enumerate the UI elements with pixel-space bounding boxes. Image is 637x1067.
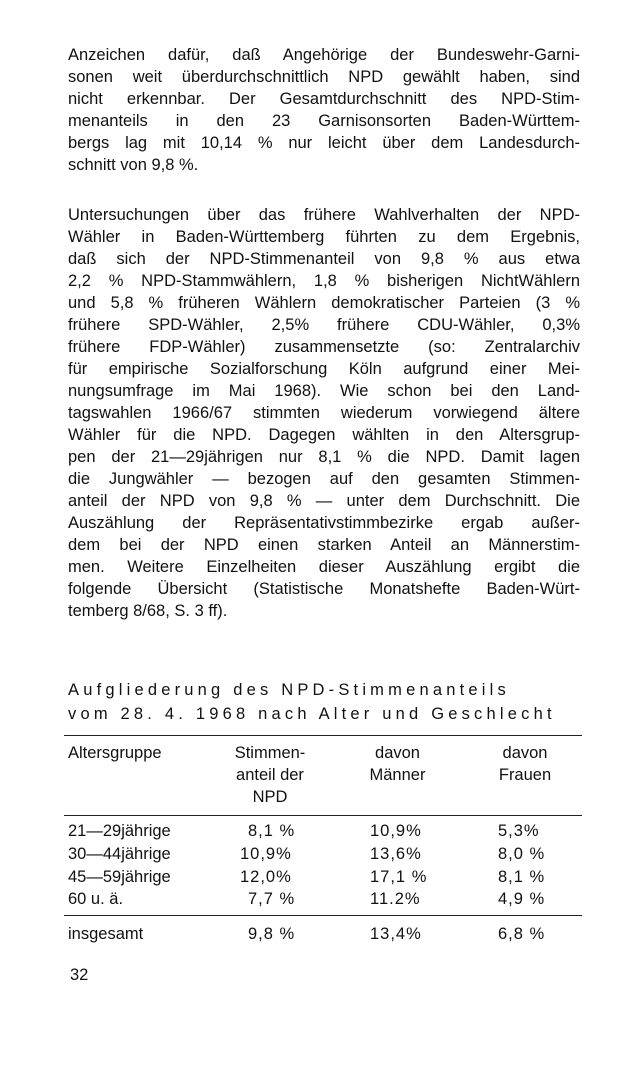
- text-line: temberg 8/68, S. 3 ff).: [68, 602, 228, 620]
- table-cell-share: 7,7 %: [248, 890, 296, 908]
- text-line: menanteils in den 23 Garnisonsorten Baden-Württem-: [68, 112, 580, 130]
- table-cell-women: 8,1 %: [498, 868, 546, 886]
- text-line: folgende Übersicht (Statistische Monatshefte Baden-Würt-: [68, 580, 580, 598]
- text-line: nungsumfrage im Mai 1968). Wie schon bei den Land-: [68, 382, 580, 400]
- text-line: men. Weitere Einzelheiten dieser Auszählung ergibt die: [68, 558, 580, 576]
- header-maenner: [345, 742, 450, 786]
- table-cell-group: 30—44jährige: [68, 845, 171, 863]
- header-line: Stimmen-: [234, 744, 306, 762]
- table-cell-women: 8,0 %: [498, 845, 546, 863]
- table-cell-men: 17,1 %: [370, 868, 428, 886]
- table-title-line-1: Aufgliederung des NPD-Stimmenanteils: [68, 681, 510, 699]
- table-cell-women: 5,3%: [498, 822, 540, 840]
- page-number: 32: [70, 966, 89, 984]
- header-stimmenanteil: [215, 742, 325, 808]
- table-cell-men: 11.2%: [370, 890, 421, 908]
- table-cell-group: 60 u. ä.: [68, 890, 124, 908]
- text-line: pen der 21—29jährigen nur 8,1 % die NPD. Damit lagen: [68, 448, 580, 466]
- table-cell-group: 45—59jährige: [68, 868, 171, 886]
- table-total-rule: [64, 915, 582, 916]
- header-line: Frauen: [498, 766, 552, 784]
- table-cell-women: 4,9 %: [498, 890, 546, 908]
- text-line: sonen weit überdurchschnittlich NPD gewählt haben, sind: [68, 68, 580, 86]
- text-line: frühere FDP-Wähler) zusammensetzte (so: Zentralarchiv: [68, 338, 580, 356]
- text-line: die Jungwähler — bezogen auf den gesamten Stimmen-: [68, 470, 580, 488]
- table-cell-share: 10,9%: [240, 845, 292, 863]
- header-line: anteil der: [236, 766, 304, 784]
- header-line: NPD: [252, 788, 288, 806]
- text-line: Anzeichen dafür, daß Angehörige der Bundeswehr-Garni-: [68, 46, 580, 64]
- header-line: davon: [375, 744, 420, 762]
- text-line: Wähler für die NPD. Dagegen wählten in den Altersgrup-: [68, 426, 580, 444]
- text-line: frühere SPD-Wähler, 2,5% frühere CDU-Wähler, 0,3%: [68, 316, 580, 334]
- text-line: nicht erkennbar. Der Gesamtdurchschnitt des NPD-Stim-: [68, 90, 580, 108]
- table-cell-total-share: 9,8 %: [248, 925, 296, 943]
- paragraph-garrison-votes: [68, 44, 580, 176]
- table-cell-group: 21—29jährige: [68, 822, 171, 840]
- paragraph-voter-analysis: [68, 204, 580, 622]
- header-frauen: [475, 742, 575, 786]
- text-line: Auszählung der Repräsentativstimmbezirke ergab außer-: [68, 514, 580, 532]
- table-cell-total-men: 13,4%: [370, 925, 422, 943]
- table-cell-share: 12,0%: [240, 868, 292, 886]
- table-cell-men: 10,9%: [370, 822, 422, 840]
- table-title-line-2: vom 28. 4. 1968 nach Alter und Geschlecht: [68, 705, 556, 723]
- header-line: Männer: [369, 766, 426, 784]
- text-line: Wähler in Baden-Württemberg führten zu dem Ergebnis,: [68, 228, 580, 246]
- text-line: 2,2 % NPD-Stammwählern, 1,8 % bisherigen NichtWählern: [68, 272, 580, 290]
- table-header-rule: [64, 815, 582, 816]
- table-cell-share: 8,1 %: [248, 822, 296, 840]
- text-line: bergs lag mit 10,14 % nur leicht über dem Landesdurch-: [68, 134, 580, 152]
- text-line: Untersuchungen über das frühere Wahlverhalten der NPD-: [68, 206, 580, 224]
- text-line: für empirische Sozialforschung Köln aufgrund einer Mei-: [68, 360, 580, 378]
- header-altersgruppe: Altersgruppe: [68, 744, 162, 762]
- table-cell-total-women: 6,8 %: [498, 925, 546, 943]
- text-line: tagswahlen 1966/67 stimmten wiederum vorwiegend ältere: [68, 404, 580, 422]
- table-top-rule: [64, 735, 582, 736]
- table-cell-total-label: insgesamt: [68, 925, 144, 943]
- text-line: und 5,8 % früheren Wählern demokratischer Parteien (3 %: [68, 294, 580, 312]
- text-line: anteil der NPD von 9,8 % — unter dem Durchschnitt. Die: [68, 492, 580, 510]
- text-line: schnitt von 9,8 %.: [68, 156, 199, 174]
- text-line: daß sich der NPD-Stimmenanteil von 9,8 % aus etwa: [68, 250, 580, 268]
- table-cell-men: 13,6%: [370, 845, 422, 863]
- header-line: davon: [502, 744, 548, 762]
- text-line: dem bei der NPD einen starken Anteil an Männerstim-: [68, 536, 580, 554]
